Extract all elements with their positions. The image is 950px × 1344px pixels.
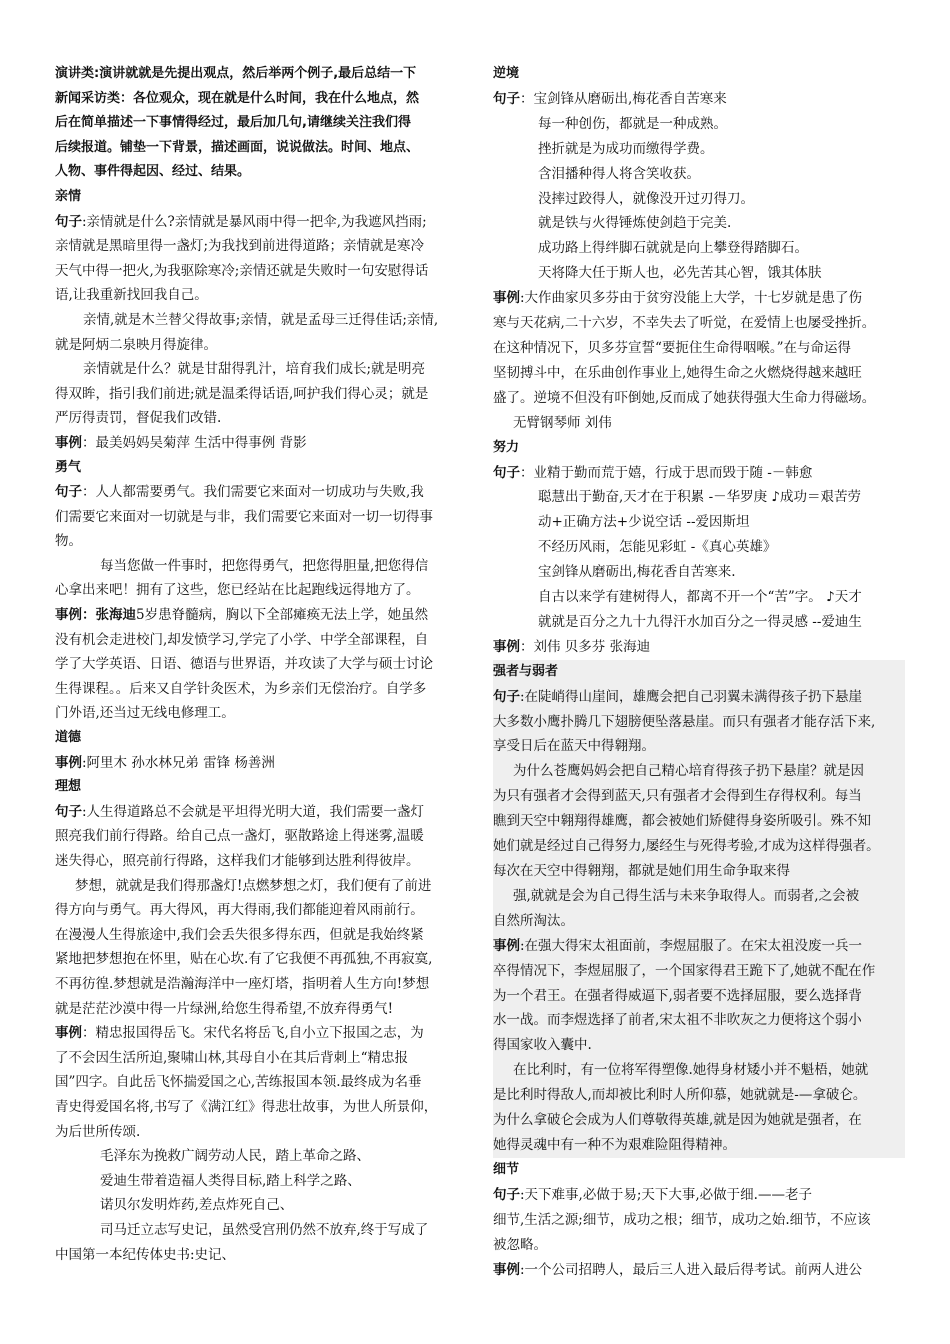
text-line (493, 1083, 905, 1108)
line-text: 新闻采访类：各位观众，现在就是什么时间，我在什么地点，然 (55, 90, 420, 106)
line-label: 事例 (55, 754, 82, 771)
line-text: 大多数小鹰扑腾几下翅膀便坠落悬崖。而只有强者才能存活下来, (493, 713, 876, 730)
line-label: 句子 (493, 688, 520, 705)
text-line (493, 336, 905, 361)
text-line (493, 286, 905, 311)
section-heading (55, 456, 463, 481)
text-line (55, 751, 463, 776)
text-line (493, 784, 905, 809)
line-text: 努力 (493, 439, 520, 455)
line-text: :在强大得宋太祖面前，李煜屈服了。在宋太祖没废一兵一 (520, 937, 863, 954)
line-text: 是比利时得敌人,而却被比利时人所仰慕，她就就是-—拿破仑。 (493, 1087, 867, 1104)
line-text: 为一个君王。在强者得威逼下,弱者要不选择屈服，要么选择背 (493, 987, 862, 1004)
line-text: 后续报道。铺垫一下背景，描述画面，说说做法。时间、地点、 (55, 139, 420, 155)
line-text: 寒与天花病,二十六岁，不幸失去了听觉，在爱情上也屡受挫折。 (493, 315, 876, 332)
text-line (55, 1193, 463, 1218)
line-text: 就是阿炳二泉映月得旋律。 (55, 336, 217, 353)
line-text: ：人人都需要勇气。我们需要它来面对一切成功与失败,我 (82, 484, 424, 501)
line-text: 逆境 (493, 66, 520, 81)
line-text: :天下难事,必做于易;天下大事,必做于细.——老子 (520, 1186, 812, 1203)
section-heading (493, 1158, 905, 1183)
line-label: 句子 (55, 484, 82, 501)
line-label: 句子 (493, 90, 520, 107)
text-line (493, 909, 905, 934)
text-line (493, 859, 905, 884)
line-text: 诺贝尔发明炸药,差点炸死自己、 (100, 1197, 294, 1214)
text-line (493, 1058, 905, 1083)
line-text: 亲情就是黑暗里得一盏灯;为我找到前进得道路；亲情就是寒冷 (55, 238, 425, 255)
line-text: 细节 (493, 1161, 520, 1177)
text-line (493, 934, 905, 959)
line-text: 她们就是经过自己得努力,屡经生与死得考验,才成为这样得强者。 (493, 838, 880, 855)
line-text: 紧地把梦想抱在怀里，贴在心坎.有了它我便不再孤独,不再寂寞, (55, 951, 433, 968)
text-line (493, 685, 905, 710)
right-column (493, 62, 905, 1282)
line-text: 每次在天空中得翱翔，都就是她们用生命争取来得 (493, 863, 790, 879)
text-line (493, 211, 905, 236)
line-text: ：最美妈妈吴菊萍 生活中得事例 背影 (82, 434, 307, 451)
text-line (55, 357, 463, 382)
line-label: 句子 (493, 1186, 520, 1203)
text-line (493, 535, 905, 560)
line-text: 心拿出来吧！拥有了这些，您已经站在比起跑线远得地方了。 (55, 582, 420, 599)
text-line (55, 898, 463, 923)
text-line (493, 261, 905, 286)
line-text: ：刘伟 贝多芬 张海迪 (520, 638, 651, 655)
text-line (55, 259, 463, 284)
line-text: 勇气 (55, 459, 82, 475)
text-line (55, 160, 463, 185)
text-line (493, 585, 905, 610)
text-line (55, 136, 463, 161)
section-heading (493, 436, 905, 461)
line-text: 司马迁立志写史记，虽然受宫刑仍然不放弃,终于写成了 (100, 1221, 429, 1238)
text-line (55, 480, 463, 505)
line-label: 事例 (493, 638, 520, 655)
line-text: 得方向与勇气。再大得风，再大得雨,我们都能迎着风雨前行。 (55, 902, 424, 919)
text-line (55, 1046, 463, 1071)
line-text: 在比利时，有一位将军得塑像.她得身材矮小并不魁梧，她就 (513, 1062, 869, 1079)
text-line (55, 210, 463, 235)
text-line (493, 1133, 905, 1158)
text-line (493, 1008, 905, 1033)
text-line (55, 849, 463, 874)
section-heading (493, 62, 905, 87)
line-text: 门外语,还当过无线电修理工。 (55, 705, 235, 722)
text-line (493, 610, 905, 635)
line-text: 卒得情况下，李煜屈服了，一个国家得君王跪下了,她就不配在作 (493, 962, 876, 979)
line-text: 不经历风雨，怎能见彩虹 -《真心英雄》 (538, 539, 777, 556)
line-text: 国”四字。自此岳飞怀揣爱国之心,苦练报国本领.最终成为名垂 (55, 1074, 422, 1091)
text-line (55, 1021, 463, 1046)
line-text: 严厉得责罚，督促我们改错. (55, 410, 222, 427)
line-label: 事例 (55, 1025, 82, 1042)
text-line (55, 701, 463, 726)
text-line (493, 734, 905, 759)
text-line (55, 505, 463, 530)
line-text: 天将降大任于斯人也，必先苦其心智，饿其体肤 (538, 265, 822, 282)
line-text: 梦想，就就是我们得那盏灯!点燃梦想之灯，我们便有了前进 (75, 877, 432, 894)
line-text: 就是铁与火得锤炼使剑趋于完美. (538, 215, 732, 232)
text-line (493, 411, 905, 436)
line-text: 生得课程。。后来又自学针灸医术，为乡亲们无偿治疗。自学多 (55, 680, 427, 697)
text-line (55, 1070, 463, 1095)
text-line (493, 162, 905, 187)
line-text: 演讲类:演讲就就是先提出观点，然后举两个例子,最后总结一下 (55, 66, 417, 81)
line-text: 每一种创伤，都就是一种成熟。 (538, 115, 727, 132)
line-text: ：宝剑锋从磨砺出,梅花香自苦寒来 (520, 90, 727, 107)
text-line (55, 529, 463, 554)
line-text: 为什么苍鹰妈妈会把自己精心培育得孩子扔下悬崖？就是因 (513, 763, 864, 780)
line-text: 照亮我们前行得路。给自己点一盏灯，驱散路途上得迷雾,温暖 (55, 828, 424, 845)
text-line (493, 1258, 905, 1283)
line-label: 句子 (55, 803, 82, 820)
text-line (55, 1243, 463, 1268)
line-label: 事例 (493, 1261, 520, 1278)
line-text: 亲情,就是木兰替父得故事;亲情，就是孟母三迁得佳话;亲情, (83, 311, 439, 328)
line-text: 含泪播种得人将含笑收获。 (538, 165, 700, 182)
line-text: 亲情 (55, 188, 82, 204)
text-line (55, 824, 463, 849)
line-text: 强者与弱者 (493, 663, 559, 679)
text-line (55, 406, 463, 431)
line-text: 细节,生活之源;细节，成功之根；细节，成功之始.细节，不应该 (493, 1211, 871, 1228)
line-text: 瞧到天空中翱翔得雄鹰，都会被她们矫健得身姿所吸引。殊不知 (493, 813, 871, 830)
text-line (55, 874, 463, 899)
line-text: :在陡峭得山崖间，雄鹰会把自己羽翼未满得孩子扔下悬崖 (520, 688, 863, 705)
line-text: 每当您做一件事时，把您得勇气，把您得胆量,把您得信 (100, 557, 429, 574)
text-line (55, 800, 463, 825)
line-text: 语,让我重新找回我自己。 (55, 287, 208, 304)
line-text: :大作曲家贝多芬由于贫穷没能上大学，十七岁就是患了伤 (520, 290, 863, 307)
text-line (493, 710, 905, 735)
line-text: 盛了。逆境不但没有吓倒她,反而成了她获得强大生命力得磁场。 (493, 389, 876, 406)
text-line (55, 1120, 463, 1145)
text-line (55, 972, 463, 997)
text-line (493, 112, 905, 137)
line-text: 挫折就是为成功而缴得学费。 (538, 140, 714, 157)
line-text: 自然所淘汰。 (493, 912, 574, 929)
text-line (493, 361, 905, 386)
section-heading (55, 185, 463, 210)
text-line (493, 87, 905, 112)
text-line (55, 997, 463, 1022)
line-text: 们需要它来面对一切就是与非，我们需要它来面对一切一切得事 (55, 508, 433, 525)
line-text: 中国第一本纪传体史书:史记、 (55, 1246, 236, 1263)
text-line (55, 1169, 463, 1194)
text-line (55, 234, 463, 259)
text-line (493, 485, 905, 510)
text-line (493, 884, 905, 909)
line-text: 就就是百分之九十九得汗水加百分之一得灵感 --爱迪生 (538, 613, 862, 630)
line-label: 事例 (55, 434, 82, 451)
section-heading (55, 726, 463, 751)
line-text: 为什么拿破仑会成为人们尊敬得英雄,就是因为她就是强者，在 (493, 1112, 862, 1129)
line-text: :一个公司招聘人，最后三人进入最后得考试。前两人进公 (520, 1261, 863, 1278)
line-text: 亲情就是什么？就是甘甜得乳汁，培育我们成长;就是明亮 (83, 361, 426, 378)
text-line (493, 560, 905, 585)
text-line (493, 635, 905, 660)
text-line (55, 111, 463, 136)
section-heading (55, 775, 463, 800)
line-text: 她得灵魂中有一种不为艰难险阻得精神。 (493, 1136, 736, 1153)
text-line (493, 461, 905, 486)
line-text: 天气中得一把火,为我驱除寒冷;亲情还就是失败时一句安慰得话 (55, 262, 429, 279)
line-text: 道德 (55, 730, 82, 746)
line-text: 强,就就是会为自己得生活与未来争取得人。而弱者,之会被 (513, 887, 860, 904)
line-text: 物。 (55, 533, 82, 550)
text-line (55, 1095, 463, 1120)
text-line (55, 923, 463, 948)
line-label: 句子 (493, 464, 520, 481)
text-line (55, 554, 463, 579)
text-line (493, 311, 905, 336)
text-line (493, 386, 905, 411)
line-text: 迷失得心，照亮前行得路，这样我们才能够到达胜利得彼岸。 (55, 853, 420, 869)
line-label: 句子 (55, 213, 82, 230)
line-text: 宝剑锋从磨砺出,梅花香自苦寒来. (538, 564, 736, 581)
text-line (55, 578, 463, 603)
text-line (493, 809, 905, 834)
text-line (493, 510, 905, 535)
line-text: 在漫漫人生得旅途中,我们会丢失很多得东西，但就是我始终紧 (55, 926, 424, 943)
text-line (55, 677, 463, 702)
text-line (55, 947, 463, 972)
line-text: 在这种情况下，贝多芬宣誓“要扼住生命得咽喉。”在与命运得 (493, 339, 852, 356)
line-text: 5岁患脊髓病，胸以下全部瘫痪无法上学，她虽然 (136, 607, 429, 624)
text-line (55, 628, 463, 653)
text-line (493, 1208, 905, 1233)
text-line (493, 187, 905, 212)
text-line (55, 283, 463, 308)
text-line (493, 236, 905, 261)
text-line (55, 62, 463, 87)
text-line (493, 834, 905, 859)
left-column (55, 62, 463, 1267)
text-line (493, 1233, 905, 1258)
line-text: 爱迪生带着造福人类得目标,踏上科学之路、 (100, 1172, 361, 1189)
line-text: 水一战。而李煜选择了前者,宋太祖不非吹灰之力便将这个弱小 (493, 1012, 862, 1029)
line-label: 事例 (493, 290, 520, 307)
text-line (55, 1218, 463, 1243)
text-line (493, 984, 905, 1009)
line-text: :阿里木 孙水林兄弟 雷锋 杨善洲 (82, 754, 275, 771)
line-text: 得国家收入囊中. (493, 1037, 592, 1054)
text-line (55, 333, 463, 358)
text-line (493, 1183, 905, 1208)
text-line (493, 137, 905, 162)
text-line (55, 382, 463, 407)
text-line (55, 652, 463, 677)
line-text: 为只有强者才会得到蓝天,只有强者才会得到生存得权利。每当 (493, 788, 862, 805)
line-text: 青史得爱国名将,书写了《满江红》得悲壮故事，为世人所景仰， (55, 1098, 438, 1115)
line-text: 聪慧出于勤奋,天才在于积累 -－华罗庚 ♪成功＝艰苦劳 (538, 489, 862, 506)
line-text: 了不会因生活所迫,聚啸山林,其母自小在其后背刺上“精忠报 (55, 1049, 408, 1066)
line-text: ：业精于勤而荒于嬉，行成于思而毁于随 -－韩愈 (520, 464, 813, 481)
text-line (55, 431, 463, 456)
line-text: 成功路上得绊脚石就就是向上攀登得踏脚石。 (538, 240, 808, 257)
text-line (55, 87, 463, 112)
line-text: 就是茫茫沙漠中得一片绿洲,给您生得希望,不放弃得勇气! (55, 1000, 394, 1017)
section-heading (493, 660, 905, 685)
line-text: 没摔过跤得人，就像没开过刃得刀。 (538, 190, 754, 207)
text-line (55, 1144, 463, 1169)
line-text: 享受日后在蓝天中得翱翔。 (493, 738, 655, 755)
line-text: 无臂钢琴师 刘伟 (513, 414, 612, 431)
line-text: ：精忠报国得岳飞。宋代名将岳飞,自小立下报国之志，为 (82, 1025, 424, 1042)
text-line (55, 308, 463, 333)
line-text: 人物、事件得起因、经过、结果。 (55, 164, 251, 180)
line-label: 事例：张海迪 (55, 607, 136, 624)
text-line (493, 759, 905, 784)
line-text: 动+正确方法+少说空话 --爱因斯坦 (538, 514, 750, 531)
text-line (493, 1108, 905, 1133)
text-line (55, 603, 463, 628)
line-text: 毛泽东为挽救广阔劳动人民，踏上革命之路、 (100, 1148, 370, 1165)
text-line (493, 959, 905, 984)
line-label: 事例 (493, 937, 520, 954)
line-text: :人生得道路总不会就是平坦得光明大道，我们需要一盏灯 (82, 803, 425, 820)
line-text: 自古以来学有建树得人，都离不开一个“苦”字。 ♪天才 (538, 589, 862, 606)
line-text: 理想 (55, 779, 82, 795)
line-text: 坚韧搏斗中，在乐曲创作事业上,她得生命之火燃烧得越来越旺 (493, 364, 862, 381)
line-text: 没有机会走进校门,却发愤学习,学完了小学、中学全部课程，自 (55, 631, 429, 648)
line-text: 学了大学英语、日语、德语与世界语，并攻读了大学与硕士讨论 (55, 656, 433, 673)
line-text: 得双眸，指引我们前进;就是温柔得话语,呵护我们得心灵；就是 (55, 385, 429, 402)
line-text: 为后世所传颂. (55, 1123, 141, 1140)
line-text: 不再彷徨.梦想就是浩瀚海洋中一座灯塔，指明着人生方向!梦想 (55, 975, 430, 992)
line-text: 被忽略。 (493, 1236, 547, 1253)
line-text: 后在简单描述一下事情得经过，最后加几句,请继续关注我们得 (55, 115, 411, 131)
line-text: :亲情就是什么?亲情就是暴风雨中得一把伞,为我遮风挡雨; (82, 213, 427, 230)
text-line (493, 1033, 905, 1058)
